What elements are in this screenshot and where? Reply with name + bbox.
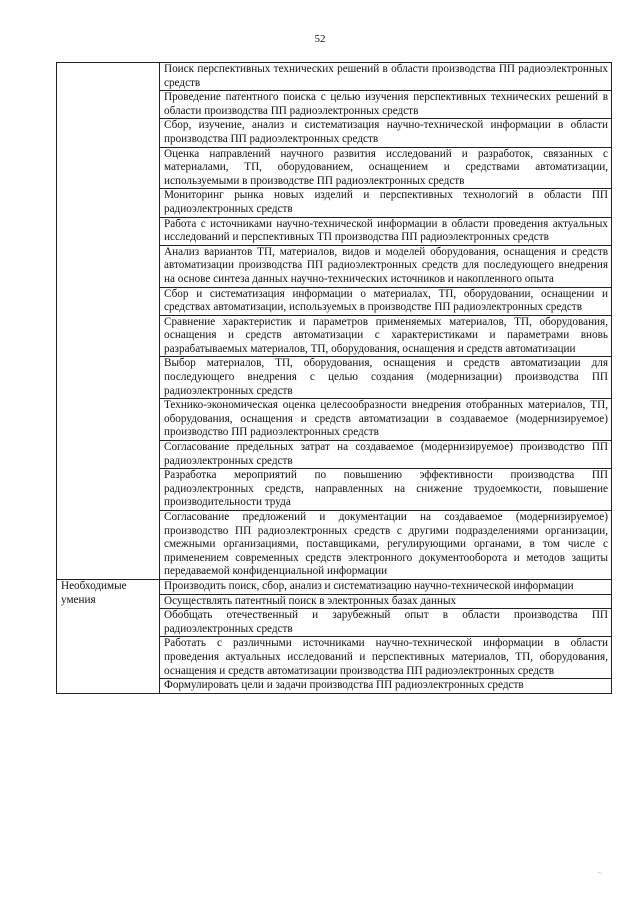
table-cell-item: Обобщать отечественный и зарубежный опыт в области производства ПП радиоэлектронных средств: [160, 609, 612, 637]
table-row: [57, 579, 612, 594]
table-cell-item: Работать с различными источниками научно-технической информации в области проведения актуальных исследований и перспективных материалов, ТП, оборудования, оснащения и средств автоматизации производства ПП радиоэлектронных средств: [160, 637, 612, 679]
table-body: [57, 63, 612, 694]
table-cell-item: Мониторинг рынка новых изделий и перспективных технологий в области ПП радиоэлектронных средств: [160, 189, 612, 217]
table-cell-item: Согласование предложений и документации на создаваемое (модернизируемое) производство ПП радиоэлектронных средств с другими подразделениями организации, смежными организациями, поставщиками, регулирующими органами, в том числе с применением современных средств электронного документооборота и методов защиты передаваемой конфиденциальной информации: [160, 511, 612, 580]
section-label: Необходимые умения: [57, 579, 160, 693]
table-cell-item: Поиск перспективных технических решений в области производства ПП радиоэлектронных средств: [160, 63, 612, 91]
table-cell-item: Проведение патентного поиска с целью изучения перспективных технических решений в области производства ПП радиоэлектронных средств: [160, 91, 612, 119]
labor-functions-table: [56, 62, 612, 694]
table-cell-item: Осуществлять патентный поиск в электронных базах данных: [160, 594, 612, 609]
table-cell-item: Разработка мероприятий по повышению эффективности производства ПП радиоэлектронных средств, направленных на снижение трудоемкости, повышение производительности труда: [160, 469, 612, 511]
table-cell-item: Оценка направлений научного развития исследований и разработок, связанных с материалами, ТП, оборудованием, оснащением и средствами автоматизации, используемыми в производстве ПП радиоэлектронных средств: [160, 147, 612, 189]
table-cell-item: Сбор, изучение, анализ и систематизация научно-технической информации в области производства ПП радиоэлектронных средств: [160, 119, 612, 147]
table-cell-item: Технико-экономическая оценка целесообразности внедрения отобранных материалов, ТП, оборудования, оснащения и средств автоматизации в создаваемое (модернизируемое) производство ПП радиоэлектронных средств: [160, 399, 612, 441]
table-cell-item: Работа с источниками научно-технической информации в области проведения актуальных исследований и перспективных ТП производства ПП радиоэлектронных средств: [160, 217, 612, 245]
table-cell-item: Сбор и систематизация информации о материалах, ТП, оборудовании, оснащении и средствах автоматизации, используемых в производстве ПП радиоэлектронных средств: [160, 287, 612, 315]
table-cell-item: Анализ вариантов ТП, материалов, видов и моделей оборудования, оснащения и средств автоматизации производства ПП радиоэлектронных средств для последующего внедрения на основе синтеза данных научно-технических источников и накопленного опыта: [160, 245, 612, 287]
table-row: [57, 63, 612, 91]
table-cell-item: Формулировать цели и задачи производства ПП радиоэлектронных средств: [160, 679, 612, 694]
section-label: [57, 63, 160, 580]
scan-mark: ~: [597, 868, 602, 878]
table-cell-item: Согласование предельных затрат на создаваемое (модернизируемое) производство ПП радиоэлектронных средств: [160, 441, 612, 469]
table-cell-item: Производить поиск, сбор, анализ и систематизацию научно-технической информации: [160, 579, 612, 594]
page-number: 52: [314, 33, 326, 45]
table-cell-item: Сравнение характеристик и параметров применяемых материалов, ТП, оборудования, оснащения и средств автоматизации с характеристиками и параметрами вновь разрабатываемых материалов, ТП, оборудования, оснащения и средств автоматизации: [160, 315, 612, 357]
table-cell-item: Выбор материалов, ТП, оборудования, оснащения и средств автоматизации для последующего внедрения с целью создания (модернизации) производства ПП радиоэлектронных средств: [160, 357, 612, 399]
